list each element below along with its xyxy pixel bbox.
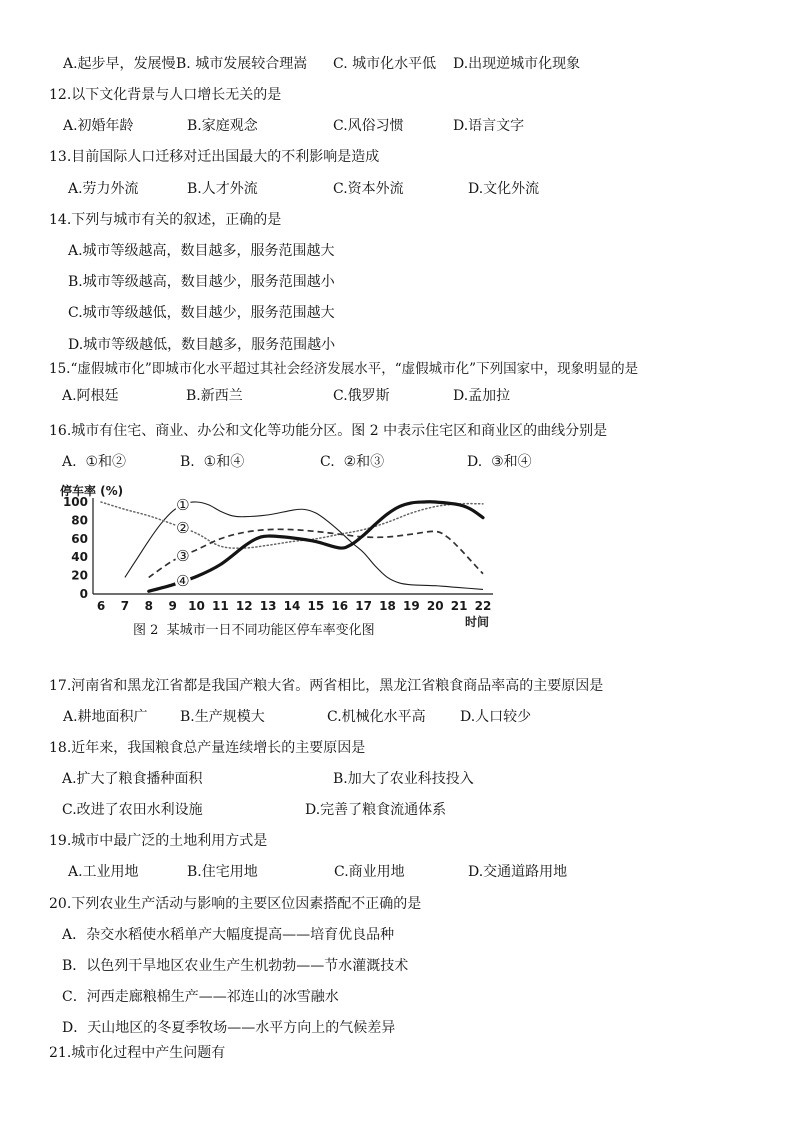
question-12-option-a: A.初婚年龄 [63, 118, 134, 134]
question-18-options-row-1 [0, 769, 794, 789]
question-15-option-d: D.孟加拉 [453, 388, 511, 404]
question-17-option-c: C.机械化水平高 [327, 709, 426, 725]
figure-caption: 图 2 某城市一日不同功能区停车率变化图 [133, 623, 375, 638]
question-16-stem: 16.城市有住宅、商业、办公和文化等功能分区。图 2 中表示住宅区和商业区的曲线分别是 [49, 423, 608, 439]
series-line-2 [101, 502, 483, 548]
question-11-option-d: D.出现逆城市化现象 [453, 56, 581, 72]
question-13-option-b: B.人才外流 [187, 181, 258, 197]
question-19-option-b: B.住宅用地 [187, 864, 258, 880]
x-tick-label: 14 [283, 599, 301, 613]
question-19 [0, 831, 794, 851]
question-18-options-row-2 [0, 800, 794, 820]
question-15-options [0, 386, 794, 406]
x-tick-label: 21 [450, 599, 468, 613]
x-tick-label: 8 [144, 599, 153, 613]
question-20-option-d-line [0, 1018, 794, 1038]
question-16-option-a: A. ①和② [62, 454, 127, 470]
y-tick-label: 40 [71, 550, 88, 565]
curve-label-3 [175, 547, 191, 565]
question-15-option-b: B.新西兰 [186, 388, 243, 404]
y-tick-label: 60 [71, 531, 88, 546]
question-15 [0, 359, 794, 379]
curve-label-text: ② [176, 519, 190, 538]
question-20-option-b-line [0, 956, 794, 976]
question-15-option-a: A.阿根廷 [62, 388, 119, 404]
chart-x-ticks [97, 599, 492, 613]
question-12-option-b: B.家庭观念 [187, 118, 258, 134]
parking-rate-line-chart [40, 478, 510, 638]
question-12 [0, 85, 794, 105]
question-17 [0, 676, 794, 696]
question-12-option-d: D.语言文字 [453, 118, 525, 134]
question-14-option-d-line [0, 335, 794, 355]
question-20-option-a: A．杂交水稻使水稻单产大幅度提高——培育优良品种 [62, 927, 395, 943]
question-12-stem: 12.以下文化背景与人口增长无关的是 [49, 87, 282, 103]
question-15-option-c: C.俄罗斯 [333, 388, 390, 404]
x-tick-label: 9 [168, 599, 177, 613]
chart-y-axis-label: 停车率 (%) [60, 484, 124, 498]
x-tick-label: 12 [235, 599, 253, 613]
x-tick-label: 22 [474, 599, 492, 613]
y-tick-label: 100 [62, 495, 88, 509]
question-19-options [0, 862, 794, 882]
x-tick-label: 7 [120, 599, 130, 613]
x-tick-label: 6 [96, 599, 106, 613]
question-11-options [0, 54, 794, 74]
question-17-option-b: B.生产规模大 [180, 709, 265, 725]
question-20-option-c: C．河西走廊粮棉生产——祁连山的冰雪融水 [62, 989, 339, 1005]
question-19-option-c: C.商业用地 [334, 864, 405, 880]
question-14-option-c-line [0, 303, 794, 323]
question-19-option-a: A.工业用地 [68, 864, 139, 880]
question-11-option-c: C. 城市化水平低 [333, 56, 437, 72]
curve-label-1 [175, 496, 191, 514]
question-13-option-a: A.劳力外流 [68, 181, 139, 197]
question-14-option-a-line [0, 241, 794, 261]
chart-series [101, 502, 483, 591]
chart-curve-labels [175, 496, 191, 590]
question-14 [0, 210, 794, 230]
question-20-stem: 20.下列农业生产活动与影响的主要区位因素搭配不正确的是 [49, 896, 422, 912]
x-tick-label: 16 [331, 599, 349, 613]
question-15-stem: 15.“虚假城市化”即城市化水平超过其社会经济发展水平，“虚假城市化”下列国家中，现象明显的是 [49, 361, 639, 377]
question-17-options [0, 707, 794, 727]
question-18-option-b: B.加大了农业科技投入 [333, 771, 474, 787]
question-16-option-c: C. ②和③ [320, 454, 385, 470]
question-18 [0, 738, 794, 758]
question-14-option-b: B.城市等级越高，数目越少，服务范围越小 [68, 274, 335, 290]
question-13-options [0, 179, 794, 199]
question-19-stem: 19.城市中最广泛的土地利用方式是 [49, 833, 268, 849]
question-13-stem: 13.目前国际人口迁移对迁出国最大的不利影响是造成 [49, 149, 380, 165]
question-14-option-a: A.城市等级越高，数目越多，服务范围越大 [68, 243, 335, 259]
curve-label-text: ① [176, 495, 190, 514]
question-12-options [0, 116, 794, 136]
question-14-option-b-line [0, 272, 794, 292]
question-20-option-a-line [0, 925, 794, 945]
question-14-option-d: D.城市等级越低，数目越多，服务范围越小 [68, 337, 336, 353]
question-20-option-c-line [0, 987, 794, 1007]
question-17-option-a: A.耕地面积广 [63, 709, 148, 725]
question-13 [0, 147, 794, 167]
question-16 [0, 421, 794, 441]
x-tick-label: 11 [212, 599, 229, 613]
question-19-option-d: D.交通道路用地 [468, 864, 568, 880]
y-tick-label: 80 [71, 513, 88, 528]
curve-label-text: ④ [176, 572, 190, 591]
x-tick-label: 18 [379, 599, 396, 613]
y-tick-label: 0 [79, 587, 88, 601]
series-line-4 [149, 502, 483, 591]
y-tick-label: 20 [71, 568, 88, 583]
question-11-option-b: B. 城市发展较合理嵩 [176, 56, 308, 72]
curve-label-4 [175, 572, 191, 590]
question-16-option-d: D. ③和④ [467, 454, 532, 470]
x-tick-label: 20 [426, 599, 444, 613]
curve-label-text: ③ [176, 547, 190, 566]
curve-label-2 [175, 519, 191, 537]
x-tick-label: 17 [355, 599, 372, 613]
question-16-option-b: B. ①和④ [180, 454, 245, 470]
question-14-stem: 14.下列与城市有关的叙述，正确的是 [49, 212, 282, 228]
question-14-option-c: C.城市等级越低，数目越少，服务范围越大 [68, 305, 335, 321]
question-11-option-a: A.起步早，发展慢 [63, 56, 176, 72]
question-17-option-d: D.人口较少 [460, 709, 532, 725]
question-18-option-c: C.改进了农田水利设施 [62, 802, 203, 818]
question-13-option-c: C.资本外流 [333, 181, 404, 197]
x-tick-label: 10 [188, 599, 205, 613]
series-line-3 [149, 529, 483, 577]
question-20-option-b: B．以色列干旱地区农业生产生机勃勃——节水灌溉技术 [62, 958, 409, 974]
chart-y-ticks [63, 495, 88, 601]
question-20-option-d: D．天山地区的冬夏季牧场——水平方向上的气候差异 [62, 1020, 396, 1036]
question-21 [0, 1043, 794, 1063]
x-tick-label: 19 [403, 599, 420, 613]
question-20 [0, 894, 794, 914]
question-12-option-c: C.风俗习惯 [333, 118, 404, 134]
chart-x-axis-label: 时间 [464, 615, 490, 629]
question-16-options [0, 452, 794, 472]
question-17-stem: 17.河南省和黑龙江省都是我国产粮大省。两省相比，黑龙江省粮食商品率高的主要原因是 [49, 678, 604, 694]
x-tick-label: 13 [259, 599, 277, 613]
question-21-stem: 21.城市化过程中产生问题有 [49, 1045, 226, 1061]
question-13-option-d: D.文化外流 [468, 181, 540, 197]
question-18-stem: 18.近年来，我国粮食总产量连续增长的主要原因是 [49, 740, 366, 756]
question-18-option-a: A.扩大了粮食播种面积 [62, 771, 203, 787]
x-tick-label: 15 [307, 599, 325, 613]
question-18-option-d: D.完善了粮食流通体系 [305, 802, 447, 818]
